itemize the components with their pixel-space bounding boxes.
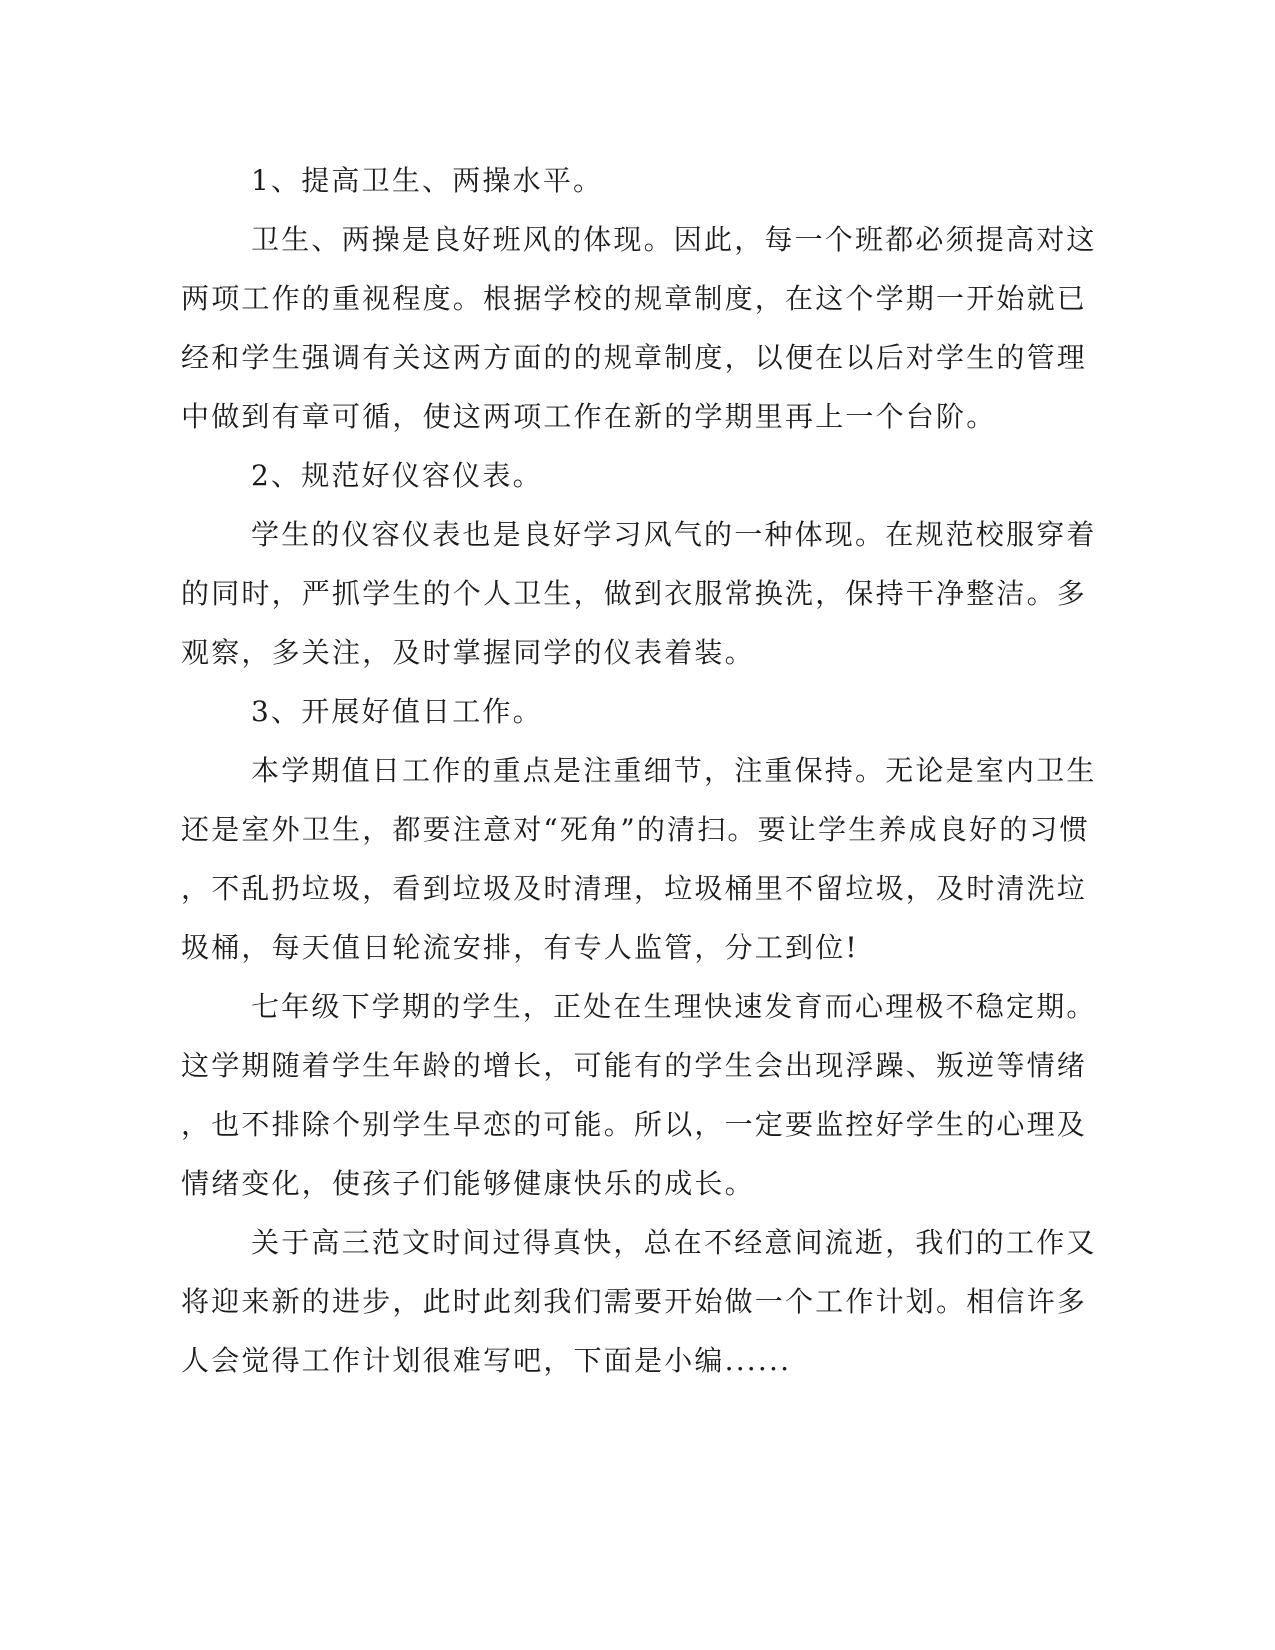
paragraph-line: 关于高三范文时间过得真快，总在不经意间流逝，我们的工作又 [251, 1226, 1097, 1259]
paragraph-line: 本学期值日工作的重点是注重细节，注重保持。无论是室内卫生 [251, 754, 1097, 787]
paragraph-line: 观察，多关注，及时掌握同学的仪表着装。 [181, 636, 755, 669]
paragraph-line: 学生的仪容仪表也是良好学习风气的一种体现。在规范校服穿着 [251, 518, 1097, 551]
heading-2: 2、规范好仪容仪表。 [251, 459, 543, 492]
paragraph-line: 两项工作的重视程度。根据学校的规章制度，在这个学期一开始就已 [181, 282, 1088, 315]
heading-1: 1、提高卫生、两操水平。 [251, 164, 604, 197]
paragraph-line: 这学期随着学生年龄的增长，可能有的学生会出现浮躁、叛逆等情绪 [181, 1049, 1088, 1082]
paragraph-line: 将迎来新的进步，此时此刻我们需要开始做一个工作计划。相信许多 [181, 1285, 1088, 1318]
paragraph-line: 的同时，严抓学生的个人卫生，做到衣服常换洗，保持干净整洁。多 [181, 577, 1088, 610]
heading-3: 3、开展好值日工作。 [251, 695, 543, 728]
paragraph-line: 情绪变化，使孩子们能够健康快乐的成长。 [181, 1167, 755, 1200]
paragraph-line: 经和学生强调有关这两方面的的规章制度，以便在以后对学生的管理 [181, 341, 1088, 374]
paragraph-line: 中做到有章可循，使这两项工作在新的学期里再上一个台阶。 [181, 400, 997, 433]
paragraph-line: ，不乱扔垃圾，看到垃圾及时清理，垃圾桶里不留垃圾，及时清洗垃 [181, 872, 1088, 905]
paragraph-line: 圾桶，每天值日轮流安排，有专人监管，分工到位! [181, 931, 859, 964]
paragraph-line: 七年级下学期的学生，正处在生理快速发育而心理极不稳定期。 [251, 990, 1097, 1023]
paragraph-line: 还是室外卫生，都要注意对“死角”的清扫。要让学生养成良好的习惯 [181, 813, 1090, 846]
paragraph-line: 人会觉得工作计划很难写吧，下面是小编...... [181, 1344, 792, 1377]
paragraph-line: 卫生、两操是良好班风的体现。因此，每一个班都必须提高对这 [251, 223, 1097, 256]
paragraph-line: ，也不排除个别学生早恋的可能。所以，一定要监控好学生的心理及 [181, 1108, 1088, 1141]
